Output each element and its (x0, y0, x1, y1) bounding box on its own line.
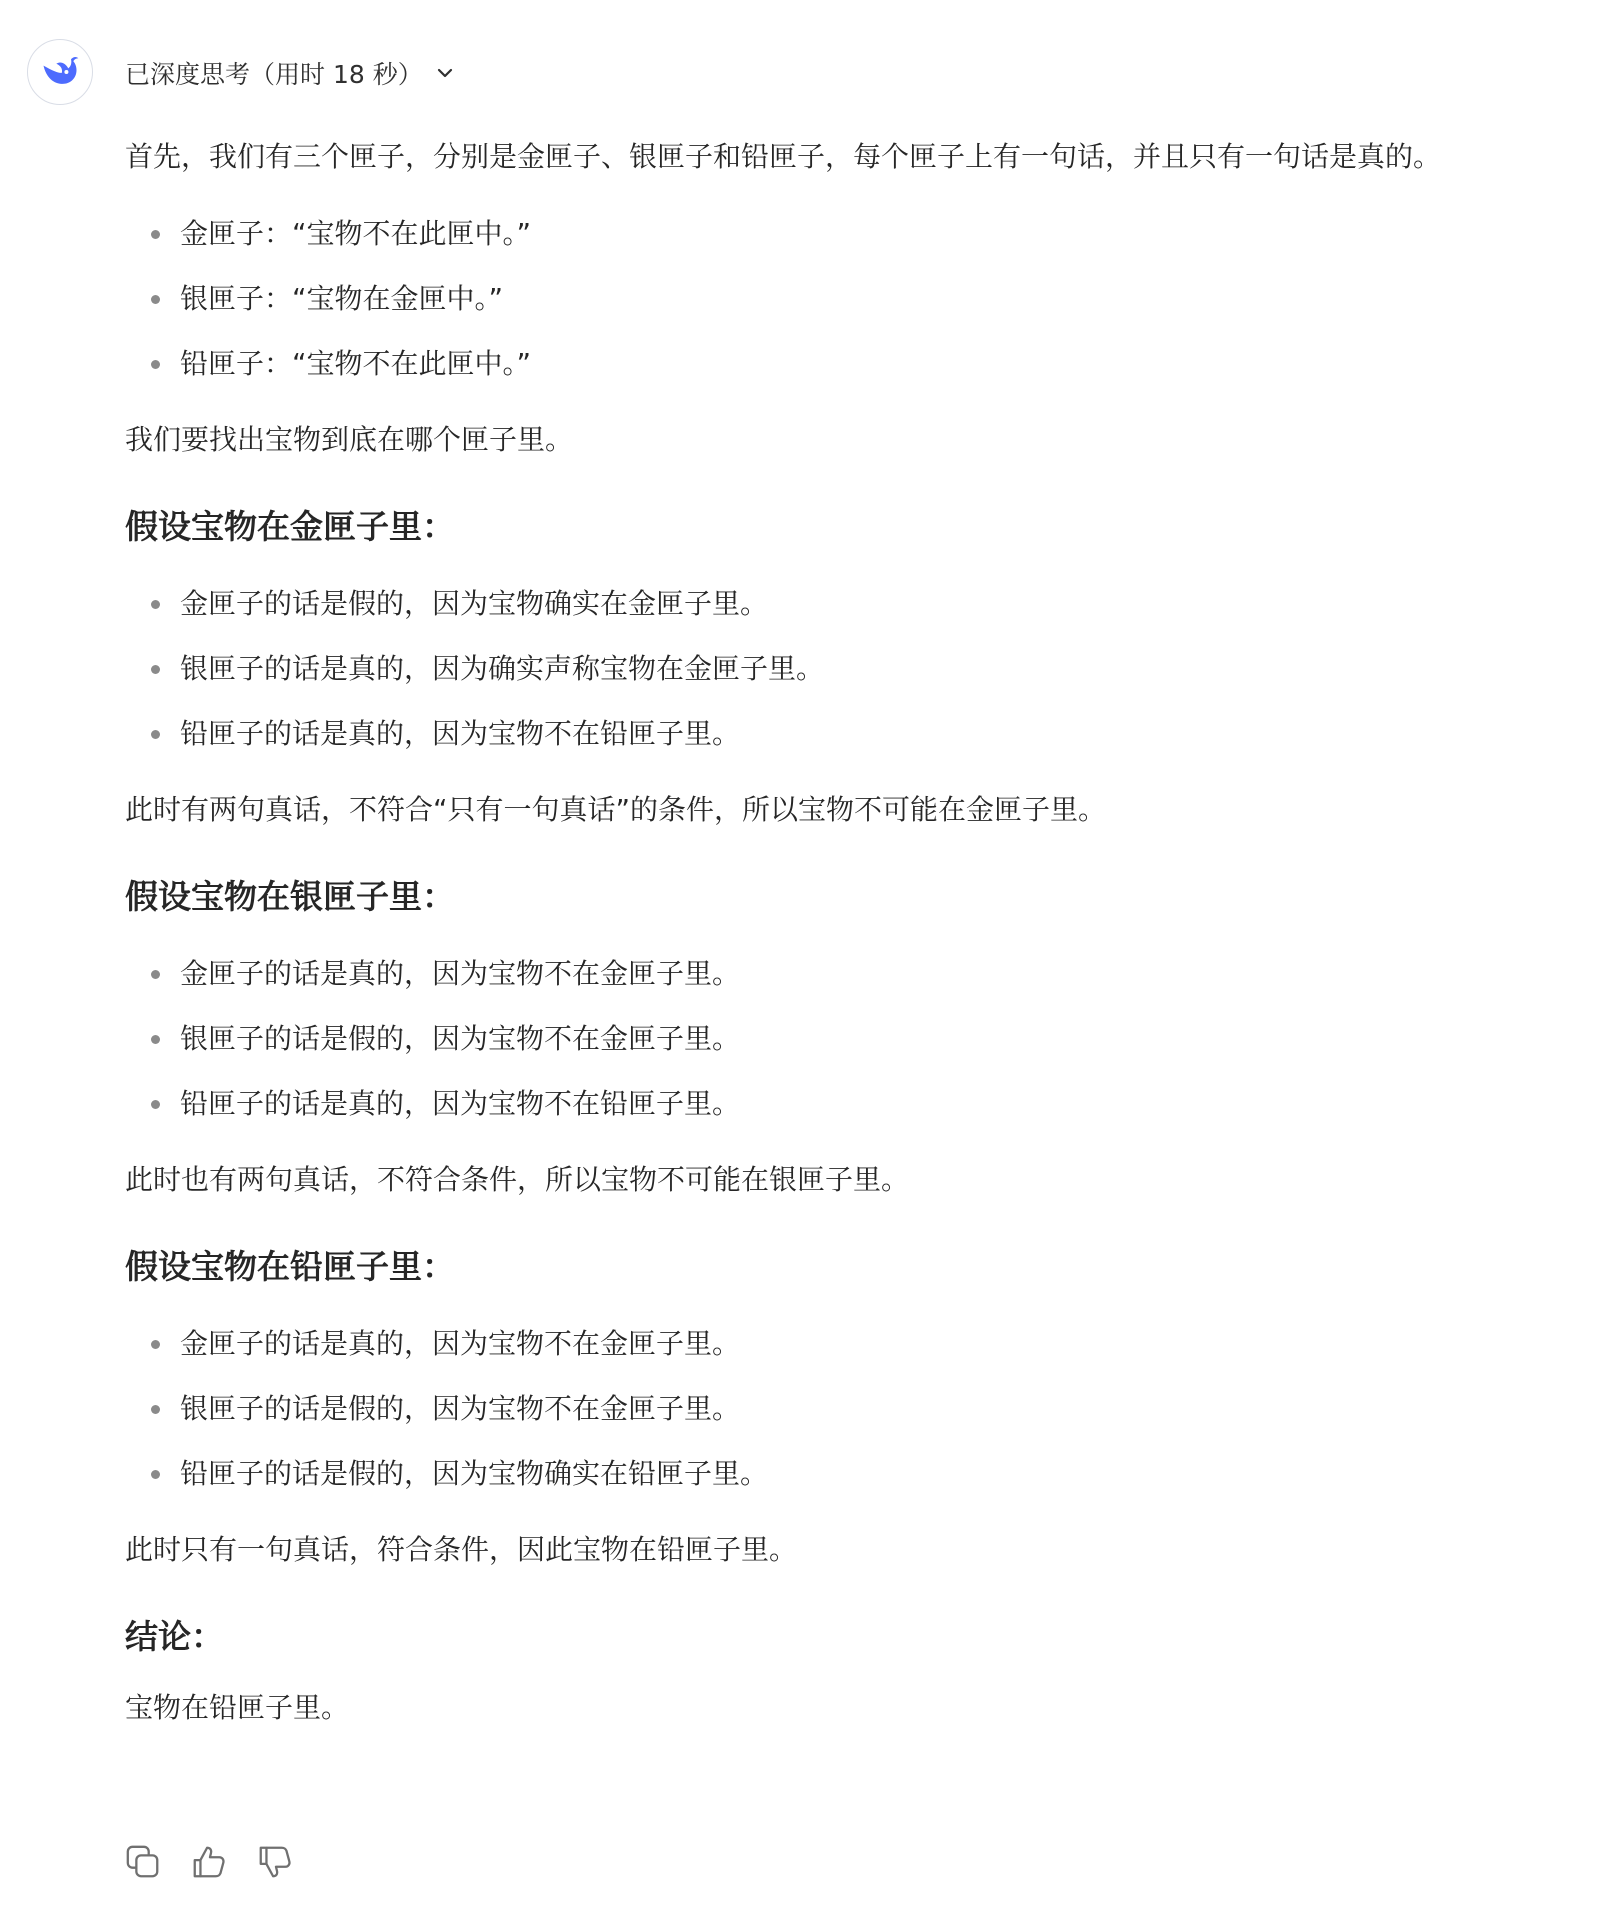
case-result: 此时也有两句真话，不符合条件，所以宝物不可能在银匣子里。 (125, 1163, 910, 1196)
list-item: 铅匣子的话是真的，因为宝物不在铅匣子里。 (125, 1071, 1575, 1136)
avatar (27, 39, 93, 105)
list-item: 银匣子的话是假的，因为宝物不在金匣子里。 (125, 1006, 1575, 1071)
answer-body (125, 130, 1575, 1735)
copy-icon (124, 1843, 162, 1881)
deepseek-whale-logo-icon (38, 50, 82, 94)
case-heading: 假设宝物在银匣子里： (125, 877, 455, 916)
like-button[interactable] (189, 1842, 229, 1882)
case-result: 此时有两句真话，不符合“只有一句真话”的条件，所以宝物不可能在金匣子里。 (125, 793, 1107, 826)
bullet-dot (151, 1405, 160, 1414)
bullet-dot (151, 1340, 160, 1349)
bullet-dot (151, 665, 160, 674)
intro-text: 首先，我们有三个匣子，分别是金匣子、银匣子和铅匣子，每个匣子上有一句话，并且只有一句话是真的。 (125, 140, 1442, 173)
thinking-label: 已深度思考（用时 18 秒） (125, 60, 423, 89)
case-heading: 假设宝物在铅匣子里： (125, 1247, 455, 1286)
conclusion-text: 宝物在铅匣子里。 (125, 1691, 350, 1724)
list-item: 银匣子的话是假的，因为宝物不在金匣子里。 (125, 1376, 1575, 1441)
bullet-dot (151, 730, 160, 739)
bullet-dot (151, 1035, 160, 1044)
bullet-dot (151, 360, 160, 369)
list-item: 金匣子的话是真的，因为宝物不在金匣子里。 (125, 941, 1575, 1006)
list-item: 金匣子：“宝物不在此匣中。” (125, 201, 1575, 266)
copy-button[interactable] (123, 1842, 163, 1882)
case-result: 此时只有一句真话，符合条件，因此宝物在铅匣子里。 (125, 1533, 798, 1566)
bullet-dot (151, 600, 160, 609)
list-item: 铅匣子的话是真的，因为宝物不在铅匣子里。 (125, 701, 1575, 766)
bullet-dot (151, 1100, 160, 1109)
bullet-dot (151, 230, 160, 239)
case-point-list (125, 1311, 1575, 1506)
case-heading: 假设宝物在金匣子里： (125, 507, 455, 546)
message-actions (123, 1842, 295, 1882)
thumbs-up-icon (190, 1843, 228, 1881)
list-item: 铅匣子的话是假的，因为宝物确实在铅匣子里。 (125, 1441, 1575, 1506)
bullet-dot (151, 295, 160, 304)
goal-text: 我们要找出宝物到底在哪个匣子里。 (125, 423, 574, 456)
chevron-down-icon (433, 61, 457, 85)
statement-list (125, 201, 1575, 396)
list-item: 金匣子的话是真的，因为宝物不在金匣子里。 (125, 1311, 1575, 1376)
list-item: 金匣子的话是假的，因为宝物确实在金匣子里。 (125, 571, 1575, 636)
thinking-toggle[interactable] (125, 54, 457, 92)
case-point-list (125, 941, 1575, 1136)
list-item: 铅匣子：“宝物不在此匣中。” (125, 331, 1575, 396)
conclusion-heading: 结论： (125, 1617, 224, 1656)
list-item: 银匣子的话是真的，因为确实声称宝物在金匣子里。 (125, 636, 1575, 701)
bullet-dot (151, 1470, 160, 1479)
case-point-list (125, 571, 1575, 766)
list-item: 银匣子：“宝物在金匣中。” (125, 266, 1575, 331)
dislike-button[interactable] (255, 1842, 295, 1882)
thumbs-down-icon (256, 1843, 294, 1881)
bullet-dot (151, 970, 160, 979)
